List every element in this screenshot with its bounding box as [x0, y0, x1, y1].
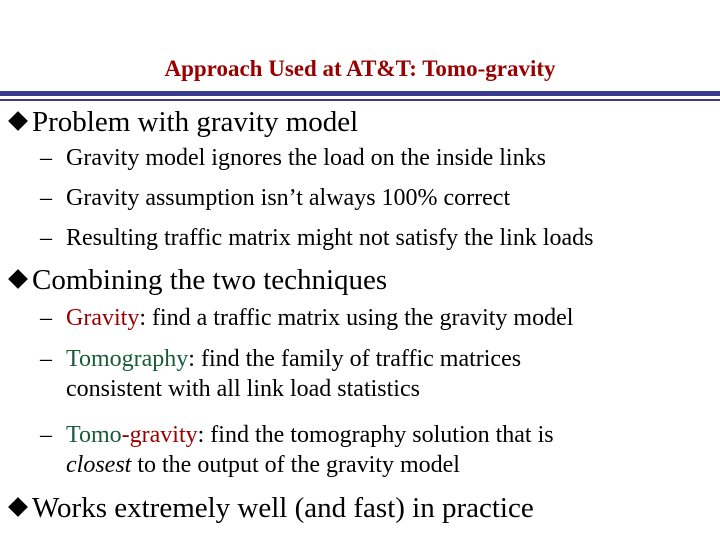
bullet-works-well-text: Works extremely well (and fast) in practice	[32, 492, 534, 524]
sub-text: Gravity assumption isn’t always 100% correct	[66, 185, 511, 211]
term-gravity-suffix: -gravity	[121, 422, 198, 448]
term-gravity: Gravity	[66, 305, 140, 331]
bullet-problem-text: Problem with gravity model	[32, 106, 359, 138]
dash: –	[40, 305, 52, 331]
bullet-combining	[8, 266, 387, 295]
bullet-problem	[8, 108, 358, 137]
sub-tomography-cont: consistent with all link load statistics	[66, 376, 420, 402]
dash: –	[40, 225, 52, 251]
dash: –	[40, 422, 52, 448]
term-tomo: Tomo	[66, 422, 122, 448]
closest-emphasis: closest	[66, 452, 132, 478]
title-rule-thick	[0, 91, 720, 96]
term-tomography: Tomography	[66, 346, 189, 372]
sub-tomo-gravity-def	[40, 423, 554, 447]
dash: –	[40, 145, 52, 171]
slide-title: Approach Used at AT&T: Tomo-gravity	[164, 56, 556, 81]
sub-tomography-def	[40, 347, 521, 371]
diamond-icon	[8, 497, 28, 517]
sub-gravity-ignores	[40, 146, 546, 170]
sub-text: to the output of the gravity model	[131, 452, 460, 478]
sub-resulting-matrix	[40, 226, 593, 250]
sub-gravity-def	[40, 306, 573, 330]
diamond-icon	[8, 269, 28, 289]
sub-text: : find a traffic matrix using the gravity model	[139, 305, 574, 331]
diamond-icon	[8, 111, 28, 131]
dash: –	[40, 185, 52, 211]
sub-text: : find the tomography solution that is	[197, 422, 554, 448]
title-rule-thin	[0, 99, 720, 101]
bullet-works-well	[8, 494, 534, 523]
sub-tomo-gravity-cont	[66, 453, 460, 477]
sub-text: : find the family of traffic matrices	[188, 346, 522, 372]
sub-text: Gravity model ignores the load on the inside links	[66, 145, 546, 171]
dash: –	[40, 346, 52, 372]
sub-gravity-assumption	[40, 186, 510, 210]
sub-text: Resulting traffic matrix might not satisfy the link loads	[66, 225, 594, 251]
bullet-combining-text: Combining the two techniques	[32, 264, 388, 296]
